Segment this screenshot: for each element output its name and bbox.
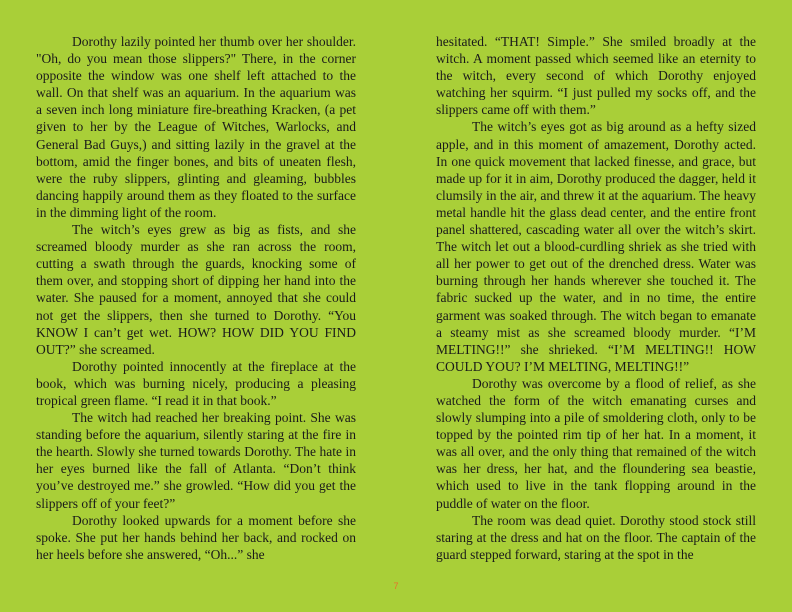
paragraph: Dorothy lazily pointed her thumb over her shoulder. "Oh, do you mean those slippers?" There, in the corner opposite the window was one shelf left attached to the wall. On that shelf was an aquarium. In the aquarium was a seven inch long miniature fire-breathing Kracken, (a pet given to her by the League of Witches, Warlocks, and General Bad Guys,) and sitting lazily in the gravel at the bottom, amid the finger bones, and bits of uneaten flesh, were the ruby slippers, glinting and gleaming, bubbles dancing happily around them as they floated to the surface in the dimming light of the room. (36, 34, 356, 220)
paragraph: The witch’s eyes got as big around as a hefty sized apple, and in this moment of amazement, Dorothy acted. In one quick movement that lacked finesse, and grace, but made up for it in aim, Dorothy produced the dagger, held it clumsily in the air, and threw it at the aquarium. The heavy metal handle hit the glass dead center, and the entire front panel shattered, cascading water all over the witch’s skirt. The witch let out a blood-curdling shriek as she tried with all her power to get out of the drenched dress. Water was burning through her hands wherever she touched it. The fabric sucked up the water, and in no time, the entire garment was soaked through. The witch began to emanate a steamy mist as she screamed bloody murder. “I’M MELTING!!” she shrieked. “I’M MELTING!! HOW COULD YOU? I’M MELTING, MELTING!!” (436, 119, 756, 374)
paragraph: Dorothy was overcome by a flood of relief, as she watched the form of the witch emanating curses and slowly slumping into a pile of smoldering cloth, only to be topped by the pointed rim tip of her hat. In a moment, it was all over, and the only thing that remained of the witch was her dress, her hat, and the floundering sea beastie, which used to live in the tank flopping around in the puddle of water on the floor. (436, 375, 756, 511)
paragraph: Dorothy pointed innocently at the fireplace at the book, which was burning nicely, producing a pleasing tropical green flame. “I read it in that book.” (36, 358, 356, 408)
continued-paragraph: hesitated. “THAT! Simple.” She smiled broadly at the witch. A moment passed which seemed like an eternity to the witch, every second of which Dorothy enjoyed watching her squirm. “I just pulled my socks off, and the slippers came off with them.” (436, 34, 756, 118)
paragraph: The room was dead quiet. Dorothy stood stock still staring at the dress and hat on the floor. The captain of the guard stepped forward, staring at the spot in the (436, 512, 756, 562)
paragraph: The witch’s eyes grew as big as fists, and she screamed bloody murder as she ran across the room, cutting a swath through the guards, knocking some of them over, and stopping short of dipping her hand into the water. She paused for a moment, annoyed that she could not get the slippers, then she turned to Dorothy. “You KNOW I can’t get wet. HOW? HOW DID YOU FIND OUT?” she screamed. (36, 222, 356, 357)
paragraph: Dorothy looked upwards for a moment before she spoke. She put her hands behind her back, and rocked on her heels before she answered, “Oh...” she (36, 512, 356, 562)
paragraph: The witch had reached her breaking point. She was standing before the aquarium, silently staring at the fire in the hearth. Slowly she turned towards Dorothy. The hate in her eyes burned like the fall of Atlanta. “Don’t think you’ve destroyed me.” she growled. “How did you get the slippers off of your feet?” (36, 410, 356, 511)
left-text-column (36, 33, 356, 563)
right-text-column (436, 33, 756, 563)
page-number: 7 (393, 581, 399, 591)
